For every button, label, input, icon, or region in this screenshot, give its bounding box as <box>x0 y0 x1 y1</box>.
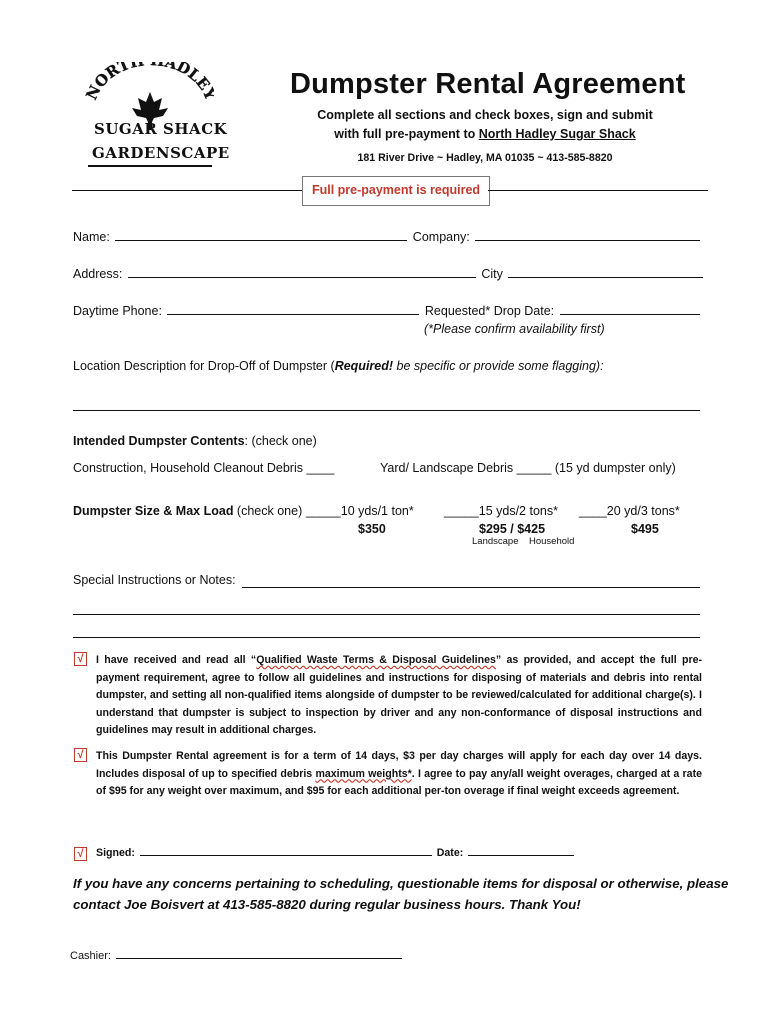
contents-heading <box>73 434 317 448</box>
agreement1-text-b: ” as provided, and accept the full pre-payment requirement, agree to follow all guidelines and instructions for disposing of materials and debris into rental dumpster, and setting all non-qualified items alongside of dumpster to be reviewed/calculated for additional charge(s). I understand that dumpster is subject to inspection by driver and any non-conformance of disposal instructions and guidelines may result in additional charges. <box>96 654 702 736</box>
agreement1-text-a: I have received and read all “ <box>96 654 257 666</box>
size-option-15yd[interactable]: _____15 yds/2 tons* <box>444 504 558 518</box>
location-required: Required! <box>334 359 394 373</box>
business-name-link: North Hadley Sugar Shack <box>478 127 636 141</box>
size-15yd-household-label: Household <box>529 536 575 547</box>
subtitle-prefix: with full pre-payment to <box>334 127 479 141</box>
size-heading-suffix: (check one) <box>233 504 303 518</box>
subtitle-line1: Complete all sections and check boxes, sign and submit <box>317 108 653 122</box>
address-row <box>73 266 705 281</box>
contents-heading-label: Intended Dumpster Contents <box>73 434 245 448</box>
agreement2-text-a: This Dumpster Rental agreement is for a term of 14 days, $3 per day charges will apply for each day over 14 days. Includes disposal of up to specified debris <box>96 750 702 780</box>
size-heading <box>73 504 302 518</box>
signature-date-field[interactable] <box>468 846 574 856</box>
size-option-20yd[interactable]: ____20 yd/3 tons* <box>579 504 680 518</box>
signature-checkbox[interactable]: √ <box>74 847 87 861</box>
date-label: Date: <box>436 847 464 859</box>
cashier-row <box>70 949 404 962</box>
name-row <box>73 229 702 244</box>
agreement1-checkbox[interactable]: √ <box>74 652 87 666</box>
agreement2-text <box>96 748 702 801</box>
logo-arc-text: NORT ADLE <box>84 62 214 103</box>
signed-label: Signed: <box>96 847 135 859</box>
phone-label: Daytime Phone: <box>73 304 162 318</box>
notes-label: Special Instructions or Notes: <box>73 573 236 587</box>
logo-line3: GARDENSCAPE <box>92 144 230 162</box>
location-field[interactable] <box>73 410 700 411</box>
phone-row <box>73 303 702 318</box>
size-price-15yd: $295 / $425 <box>479 522 546 536</box>
notes-field-line1[interactable] <box>242 587 700 588</box>
location-suffix: be specific or provide some flagging): <box>393 359 604 373</box>
address-label: Address: <box>73 267 123 281</box>
qualified-waste-terms-link[interactable]: Qualified Waste Terms & Disposal Guidelines <box>256 654 496 666</box>
notes-field-line3[interactable] <box>73 637 700 638</box>
subtitle-line2 <box>290 127 680 141</box>
drop-date-field[interactable] <box>560 303 700 315</box>
location-prefix: Location Description for Drop-Off of Dumpster ( <box>73 359 335 373</box>
drop-date-note: (*Please confirm availability first) <box>424 322 605 336</box>
size-price-10yd: $350 <box>358 522 386 536</box>
cashier-label: Cashier: <box>70 950 111 962</box>
size-price-20yd: $495 <box>631 522 659 536</box>
agreement2-checkbox[interactable]: √ <box>74 748 87 762</box>
name-field[interactable] <box>115 229 407 241</box>
contents-option-yard[interactable]: Yard/ Landscape Debris _____ (15 yd dumpster only) <box>380 461 676 475</box>
size-heading-label: Dumpster Size & Max Load <box>73 504 234 518</box>
logo <box>84 62 230 170</box>
name-label: Name: <box>73 230 110 244</box>
business-address: 181 River Drive ~ Hadley, MA 01035 ~ 413-585-8820 <box>357 152 613 164</box>
company-field[interactable] <box>475 229 700 241</box>
agreement1-text <box>96 652 702 740</box>
prepayment-notice: Full pre-payment is required <box>302 176 490 206</box>
contents-heading-suffix: : (check one) <box>244 434 317 448</box>
signature-row <box>96 846 576 859</box>
address-field[interactable] <box>128 266 476 278</box>
location-description <box>73 359 604 373</box>
agreement2-text-b: . I agree to pay any/all weight overages, charged at a rate of $95 for any weight over maximum, and $95 for each additional per-ton overage if final weight exceeds agreement. <box>96 767 702 797</box>
page-title: Dumpster Rental Agreement <box>290 68 686 100</box>
contents-option-construction[interactable]: Construction, Household Cleanout Debris ____ <box>73 461 335 475</box>
signature-field[interactable] <box>140 846 432 856</box>
city-label: City <box>481 267 503 281</box>
size-15yd-landscape-label: Landscape <box>472 536 519 547</box>
cashier-field[interactable] <box>116 949 402 959</box>
header-rule-right <box>488 190 708 191</box>
company-label: Company: <box>412 230 470 244</box>
concerns-note: If you have any concerns pertaining to scheduling, questionable items for disposal or otherwise, please contact Joe Boisvert at 413-585-8820 during regular business hours. Thank You! <box>73 876 729 912</box>
notes-field-line2[interactable] <box>73 614 700 615</box>
size-option-10yd[interactable]: _____10 yds/1 ton* <box>306 504 414 518</box>
phone-field[interactable] <box>167 303 419 315</box>
maximum-weights-link[interactable]: maximum weights* <box>315 767 412 780</box>
logo-line2: SUGAR SHACK <box>94 120 228 138</box>
city-field[interactable] <box>508 266 703 278</box>
drop-date-label: Requested* Drop Date: <box>424 304 555 318</box>
header-rule-left <box>72 190 302 191</box>
